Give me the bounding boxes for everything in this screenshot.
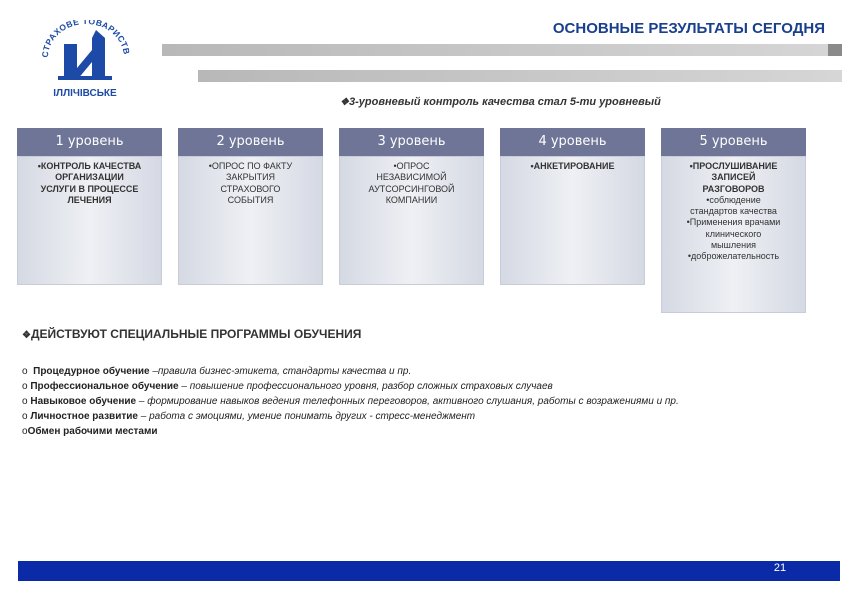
level-line: •соблюдение bbox=[706, 194, 761, 205]
level-line: •ОПРОС bbox=[393, 161, 430, 171]
level-line: •доброжелательность bbox=[687, 251, 780, 261]
logo-arc-text: СТРАХОВЕ ТОВАРИСТВ bbox=[39, 20, 132, 58]
circle-bullet-icon: o bbox=[22, 381, 28, 392]
level-line: •Применения врачами bbox=[686, 217, 781, 228]
level-body bbox=[17, 156, 162, 285]
level-body bbox=[500, 156, 645, 285]
list-item bbox=[22, 364, 679, 379]
list-item bbox=[22, 424, 679, 439]
level-column-5 bbox=[661, 128, 806, 313]
level-line: •КОНТРОЛЬ КАЧЕСТВА bbox=[37, 161, 142, 171]
program-desc: – повышение профессионального уровня, разбор сложных страховых случаев bbox=[178, 381, 553, 392]
list-item bbox=[22, 379, 679, 394]
company-logo bbox=[38, 20, 133, 102]
level-column-3 bbox=[339, 128, 484, 285]
level-body bbox=[339, 156, 484, 285]
level-body bbox=[178, 156, 323, 285]
level-line: АУТСОРСИНГОВОЙ bbox=[368, 183, 455, 194]
svg-text:СТРАХОВЕ ТОВАРИСТВО bbox=[38, 20, 132, 58]
footer-bar bbox=[18, 561, 840, 581]
program-name: Навыковое обучение bbox=[30, 396, 137, 407]
level-line: •ПРОСЛУШИВАНИЕ bbox=[689, 161, 778, 171]
decor-bar-top bbox=[162, 44, 842, 56]
programs-title: ДЕЙСТВУЮТ СПЕЦИАЛЬНЫЕ ПРОГРАММЫ ОБУЧЕНИЯ bbox=[31, 327, 362, 341]
level-line: РАЗГОВОРОВ bbox=[702, 183, 765, 194]
program-name: Обмен рабочими местами bbox=[27, 426, 158, 437]
level-column-2 bbox=[178, 128, 323, 285]
level-line: •ОПРОС ПО ФАКТУ bbox=[208, 161, 293, 171]
level-header: 5 уровень bbox=[661, 128, 806, 156]
level-column-1 bbox=[17, 128, 162, 285]
level-line: КОМПАНИИ bbox=[385, 194, 438, 205]
decor-bar-bottom bbox=[198, 70, 842, 82]
level-header: 4 уровень bbox=[500, 128, 645, 156]
list-item bbox=[22, 394, 679, 409]
level-column-4 bbox=[500, 128, 645, 285]
level-line: ЗАПИСЕЙ bbox=[711, 172, 756, 183]
page-number: 21 bbox=[773, 562, 787, 574]
program-name: Профессиональное обучение bbox=[30, 381, 179, 392]
level-line: мышления bbox=[710, 239, 756, 250]
program-name: Личностное развитие bbox=[30, 411, 138, 422]
level-line: стандартов качества bbox=[690, 206, 777, 216]
program-desc: – работа с эмоциями, умение понимать других - стресс-менеджмент bbox=[137, 411, 476, 422]
program-name: Процедурное обучение bbox=[33, 366, 150, 377]
level-body bbox=[661, 156, 806, 313]
level-line: ЛЕЧЕНИЯ bbox=[67, 194, 112, 205]
level-header: 1 уровень bbox=[17, 128, 162, 156]
circle-bullet-icon: o bbox=[22, 396, 28, 407]
circle-bullet-icon: o bbox=[22, 366, 28, 377]
diamond-bullet-icon: ❖ bbox=[340, 97, 349, 108]
level-header: 2 уровень bbox=[178, 128, 323, 156]
circle-bullet-icon: o bbox=[22, 426, 28, 437]
level-line: УСЛУГИ В ПРОЦЕССЕ bbox=[40, 183, 139, 194]
circle-bullet-icon: o bbox=[22, 411, 28, 422]
logo-emblem-icon bbox=[38, 20, 133, 102]
list-item bbox=[22, 409, 679, 424]
diamond-bullet-icon: ❖ bbox=[22, 330, 31, 341]
subtitle-text: 3-уровневый контроль качества стал 5-ти уровневый bbox=[349, 96, 661, 108]
program-desc: –правила бизнес-этикета, стандарты качества и пр. bbox=[149, 366, 412, 377]
level-line: клинического bbox=[705, 228, 762, 239]
decor-bar-accent bbox=[828, 44, 842, 56]
level-line: СОБЫТИЯ bbox=[227, 194, 274, 205]
level-line: НЕЗАВИСИМОЙ bbox=[376, 172, 447, 183]
programs-heading bbox=[22, 327, 361, 341]
level-line: СТРАХОВОГО bbox=[220, 183, 281, 194]
logo-brand-text: ІЛЛІЧІВСЬКЕ bbox=[53, 88, 117, 99]
level-line: ЗАКРЫТИЯ bbox=[225, 172, 276, 183]
level-line: ОРГАНИЗАЦИИ bbox=[55, 172, 124, 183]
programs-list bbox=[22, 364, 679, 439]
level-line: •АНКЕТИРОВАНИЕ bbox=[530, 161, 615, 171]
page-title: ОСНОВНЫЕ РЕЗУЛЬТАТЫ СЕГОДНЯ bbox=[552, 20, 825, 37]
level-header: 3 уровень bbox=[339, 128, 484, 156]
program-desc: – формирование навыков ведения телефонных переговоров, активного слушания, работы с возражениями и пр. bbox=[136, 396, 679, 407]
quality-control-subtitle bbox=[340, 96, 661, 108]
